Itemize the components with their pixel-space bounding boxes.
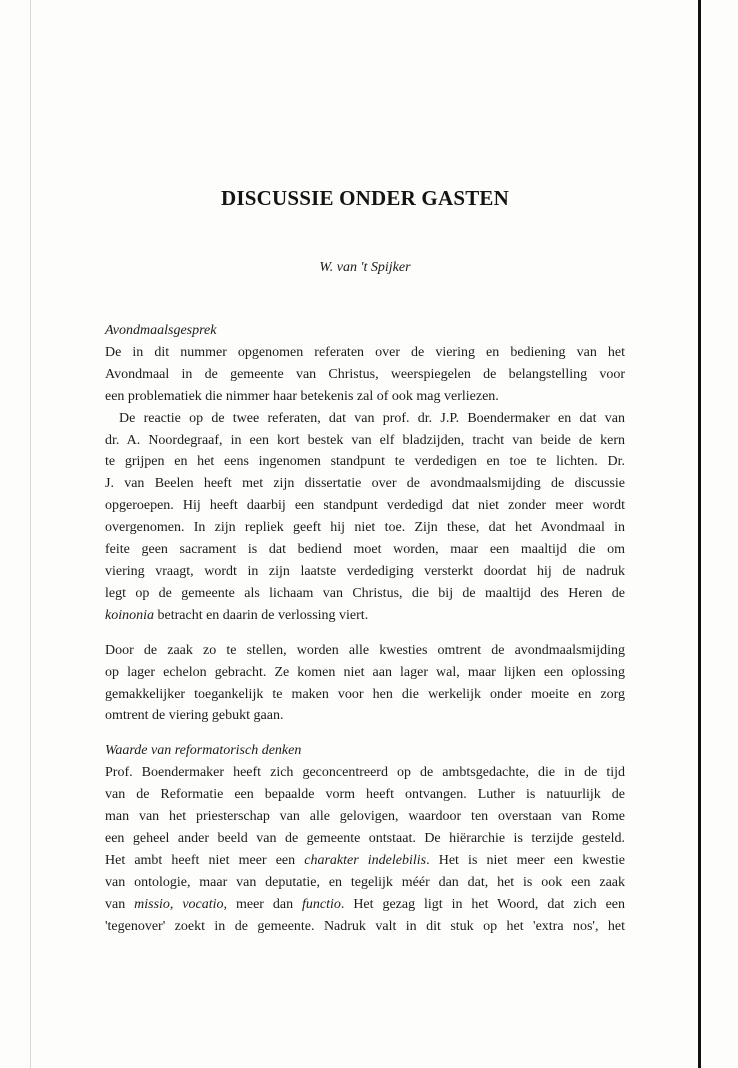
text-line: Door de zaak zo te stellen, worden alle kwesties omtrent de avondmaalsmijding	[105, 642, 625, 658]
text-line: opgeroepen. Hij heeft daarbij een standpunt verdedigd dat niet zonder meer wordt	[105, 498, 625, 514]
text-line: viering vraagt, wordt in zijn laatste verdediging versterkt doordat hij de nadruk	[105, 563, 625, 579]
text-line: een geheel ander beeld van de gemeente ontstaat. De hiërarchie is terzijde gesteld.	[105, 830, 625, 846]
italic-term: charakter indelebilis	[304, 852, 427, 868]
article-author: W. van 't Spijker	[319, 260, 411, 275]
text-line: 'tegenover' zoekt in de gemeente. Nadruk valt in dit stuk op het 'extra nos', het	[105, 918, 625, 934]
text-line	[105, 894, 625, 916]
italic-term: missio, vocatio,	[134, 896, 228, 912]
text-fragment: . Het gezag ligt in het Woord, dat zich een	[340, 896, 626, 912]
text-line: legt op de gemeente als lichaam van Christus, die bij de maaltijd des Heren de	[105, 585, 625, 601]
text-line: J. van Beelen heeft met zijn dissertatie over de avondmaalsmijding de discussie	[105, 476, 625, 492]
paragraph	[105, 762, 625, 937]
text-line: Prof. Boendermaker heeft zich geconcentreerd op de ambtsgedachte, die in de tijd	[105, 765, 625, 781]
paragraph	[105, 640, 625, 728]
text-line	[105, 605, 625, 627]
text-fragment: betracht en daarin de verlossing viert.	[154, 607, 369, 623]
text-line: op lager echelon gebracht. Ze komen niet aan lager wal, maar lijken een oplossing	[105, 664, 625, 680]
text-line: Avondmaal in de gemeente van Christus, weerspiegelen de belangstelling voor	[105, 366, 625, 382]
text-line: omtrent de viering gebukt gaan.	[105, 708, 284, 724]
text-line: van de Reformatie een bepaalde vorm heeft ontvangen. Luther is natuurlijk de	[105, 787, 625, 803]
page-right-edge	[698, 0, 701, 1068]
text-line: De reactie op de twee referaten, dat van prof. dr. J.P. Boendermaker en dat van	[119, 410, 625, 426]
article-title: DISCUSSIE ONDER GASTEN	[221, 186, 509, 210]
text-line: De in dit nummer opgenomen referaten over de viering en bediening van het	[105, 344, 625, 360]
text-line: te grijpen en het eens ingenomen standpunt te verdedigen en toe te lichten. Dr.	[105, 454, 625, 470]
text-fragment: . Het is niet meer een kwestie	[426, 852, 625, 868]
text-line: van ontologie, maar van deputatie, en tegelijk méér dan dat, het is ook een zaak	[105, 874, 625, 890]
italic-term: functio	[302, 896, 341, 912]
article-body	[105, 320, 625, 937]
text-line: feite geen sacrament is dat bediend moet worden, maar een maaltijd die om	[105, 542, 625, 558]
text-fragment: van	[105, 896, 135, 912]
paragraph	[105, 342, 625, 408]
text-line: man van het priesterschap van alle gelovigen, waardoor ten overstaan van Rome	[105, 809, 625, 825]
text-line: gemakkelijker toegankelijk te maken voor hen die werkelijk onder moeite en zorg	[105, 686, 625, 702]
italic-term: koinonia	[105, 607, 154, 623]
text-line	[105, 850, 625, 872]
text-fragment: Het ambt heeft niet meer een	[105, 852, 305, 868]
text-fragment: meer dan	[227, 896, 303, 912]
paragraph	[105, 408, 625, 627]
page-left-edge	[30, 0, 31, 1068]
section-heading-avondmaalsgesprek: Avondmaalsgesprek	[105, 323, 217, 338]
text-line: een problematiek die nimmer haar betekenis zal of ook mag verliezen.	[105, 388, 499, 404]
text-line: overgenomen. In zijn repliek geeft hij niet toe. Zijn these, dat het Avondmaal in	[105, 520, 625, 536]
section-heading-waarde: Waarde van reformatorisch denken	[105, 743, 302, 759]
text-line: dr. A. Noordegraaf, in een kort bestek van elf bladzijden, tracht van beide de kern	[105, 432, 625, 448]
